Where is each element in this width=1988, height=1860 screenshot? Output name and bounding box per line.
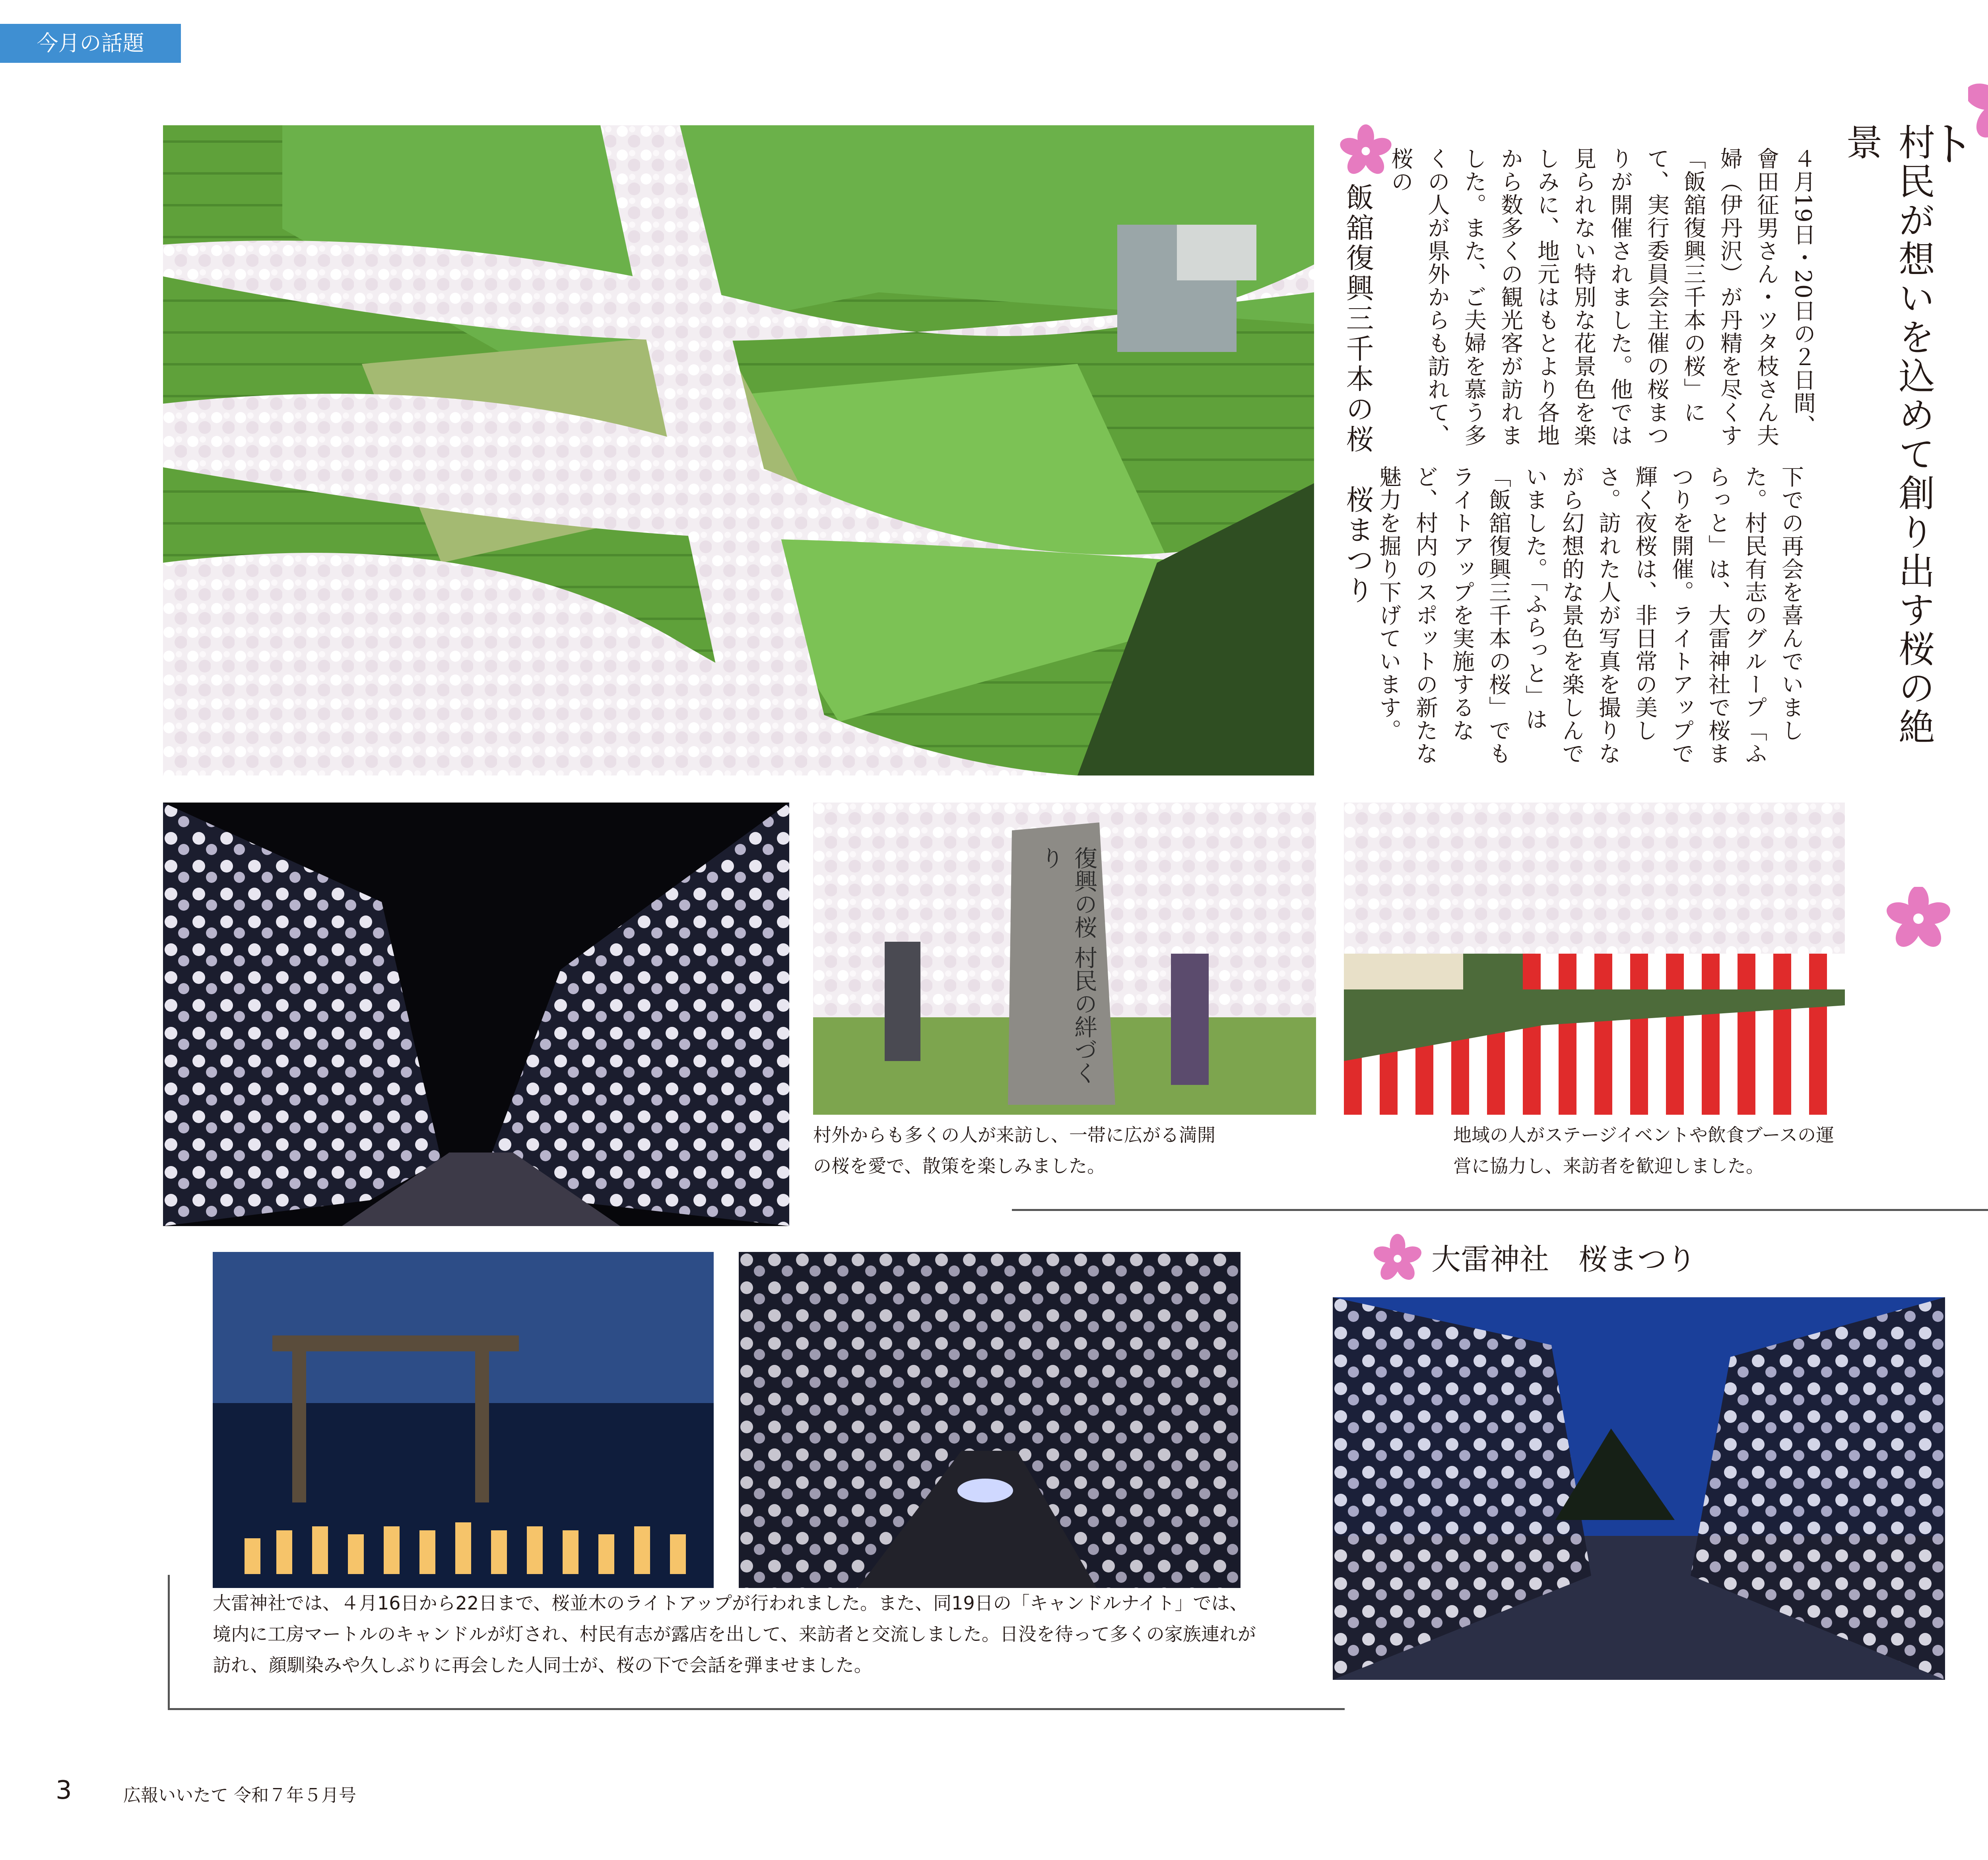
sakura-icon	[1887, 887, 1950, 950]
caption-monument: 村外からも多くの人が来訪し、一帯に広がる満開の桜を愛で、散策を楽しみました。	[813, 1124, 1215, 1177]
sakura-icon	[1372, 1233, 1423, 1285]
article-body-1: ４月19日・20日の２日間、會田征男さん・ツタ枝さん夫婦（伊丹沢）が丹精を尽くす「飯舘復興三千本の桜」にて、実行委員会主催の桜まつりが開催されました。他では見られない特別な花景色を楽しみに、地元はもとより各地から数多くの観光客が訪れました。また、ご夫婦を慕う多くの人が県外からも訪れて、桜の	[1388, 147, 1816, 447]
section-heading-sanzenbon: 飯舘復興三千本の桜 桜まつり	[1342, 183, 1374, 606]
stone-monument-photo	[813, 803, 1316, 1115]
article-subtitle: 村民が想いを込めて創り出す桜の絶景	[1840, 123, 1935, 747]
shrine-approach-photo	[1333, 1297, 1945, 1680]
caption-festival: 地域の人がステージイベントや飲食ブースの運営に協力し、来訪者を歓迎しました。	[1453, 1124, 1835, 1177]
night-lightup-photo	[739, 1252, 1241, 1588]
divider-line	[168, 1575, 170, 1710]
page-number-left: 3	[56, 1776, 72, 1805]
footer-left: 広報いいたて 令和７年５月号	[123, 1785, 356, 1806]
topic-tag-label: 今月の話題	[37, 31, 144, 56]
caption-shrine: 大雷神社では、４月16日から22日まで、桜並木のライトアップが行われました。また、同19日の「キャンドルナイト」では、境内に工房マートルのキャンドルが灯され、村民有志が露店を出して、来訪者と交流しました。日没を待って多くの家族連れが訪れ、顔馴染みや久しぶりに再会した人同士が、桜の下で会話を弾ませました。	[213, 1592, 1256, 1676]
night-sakura-avenue-photo	[163, 803, 789, 1226]
sakura-icon	[1968, 68, 1988, 139]
article-body-2: 下での再会を喜んでいました。村民有志のグループ「ふらっと」は、大雷神社で桜まつりを開催。ライトアップで輝く夜桜は、非日常の美しさ。訪れた人が写真を撮りながら幻想的な景色を楽しんでいました。「ふらっと」は「飯舘復興三千本の桜」でもライトアップを実施するなど、村内のスポットの新たな魅力を掘り下げています。	[1376, 465, 1804, 765]
festival-stage-photo	[1344, 803, 1845, 1115]
aerial-sakura-photo	[163, 125, 1314, 775]
candle-night-photo	[213, 1252, 714, 1588]
monument-inscription: 復興の桜 村民の絆づくり	[1037, 846, 1097, 1085]
divider-line	[168, 1708, 1345, 1710]
section-heading-shrine: 大雷神社 桜まつり	[1431, 1242, 1696, 1277]
sakura-icon	[1338, 123, 1394, 179]
article-title: ト	[1921, 119, 1976, 169]
divider-line	[1012, 1209, 1988, 1211]
